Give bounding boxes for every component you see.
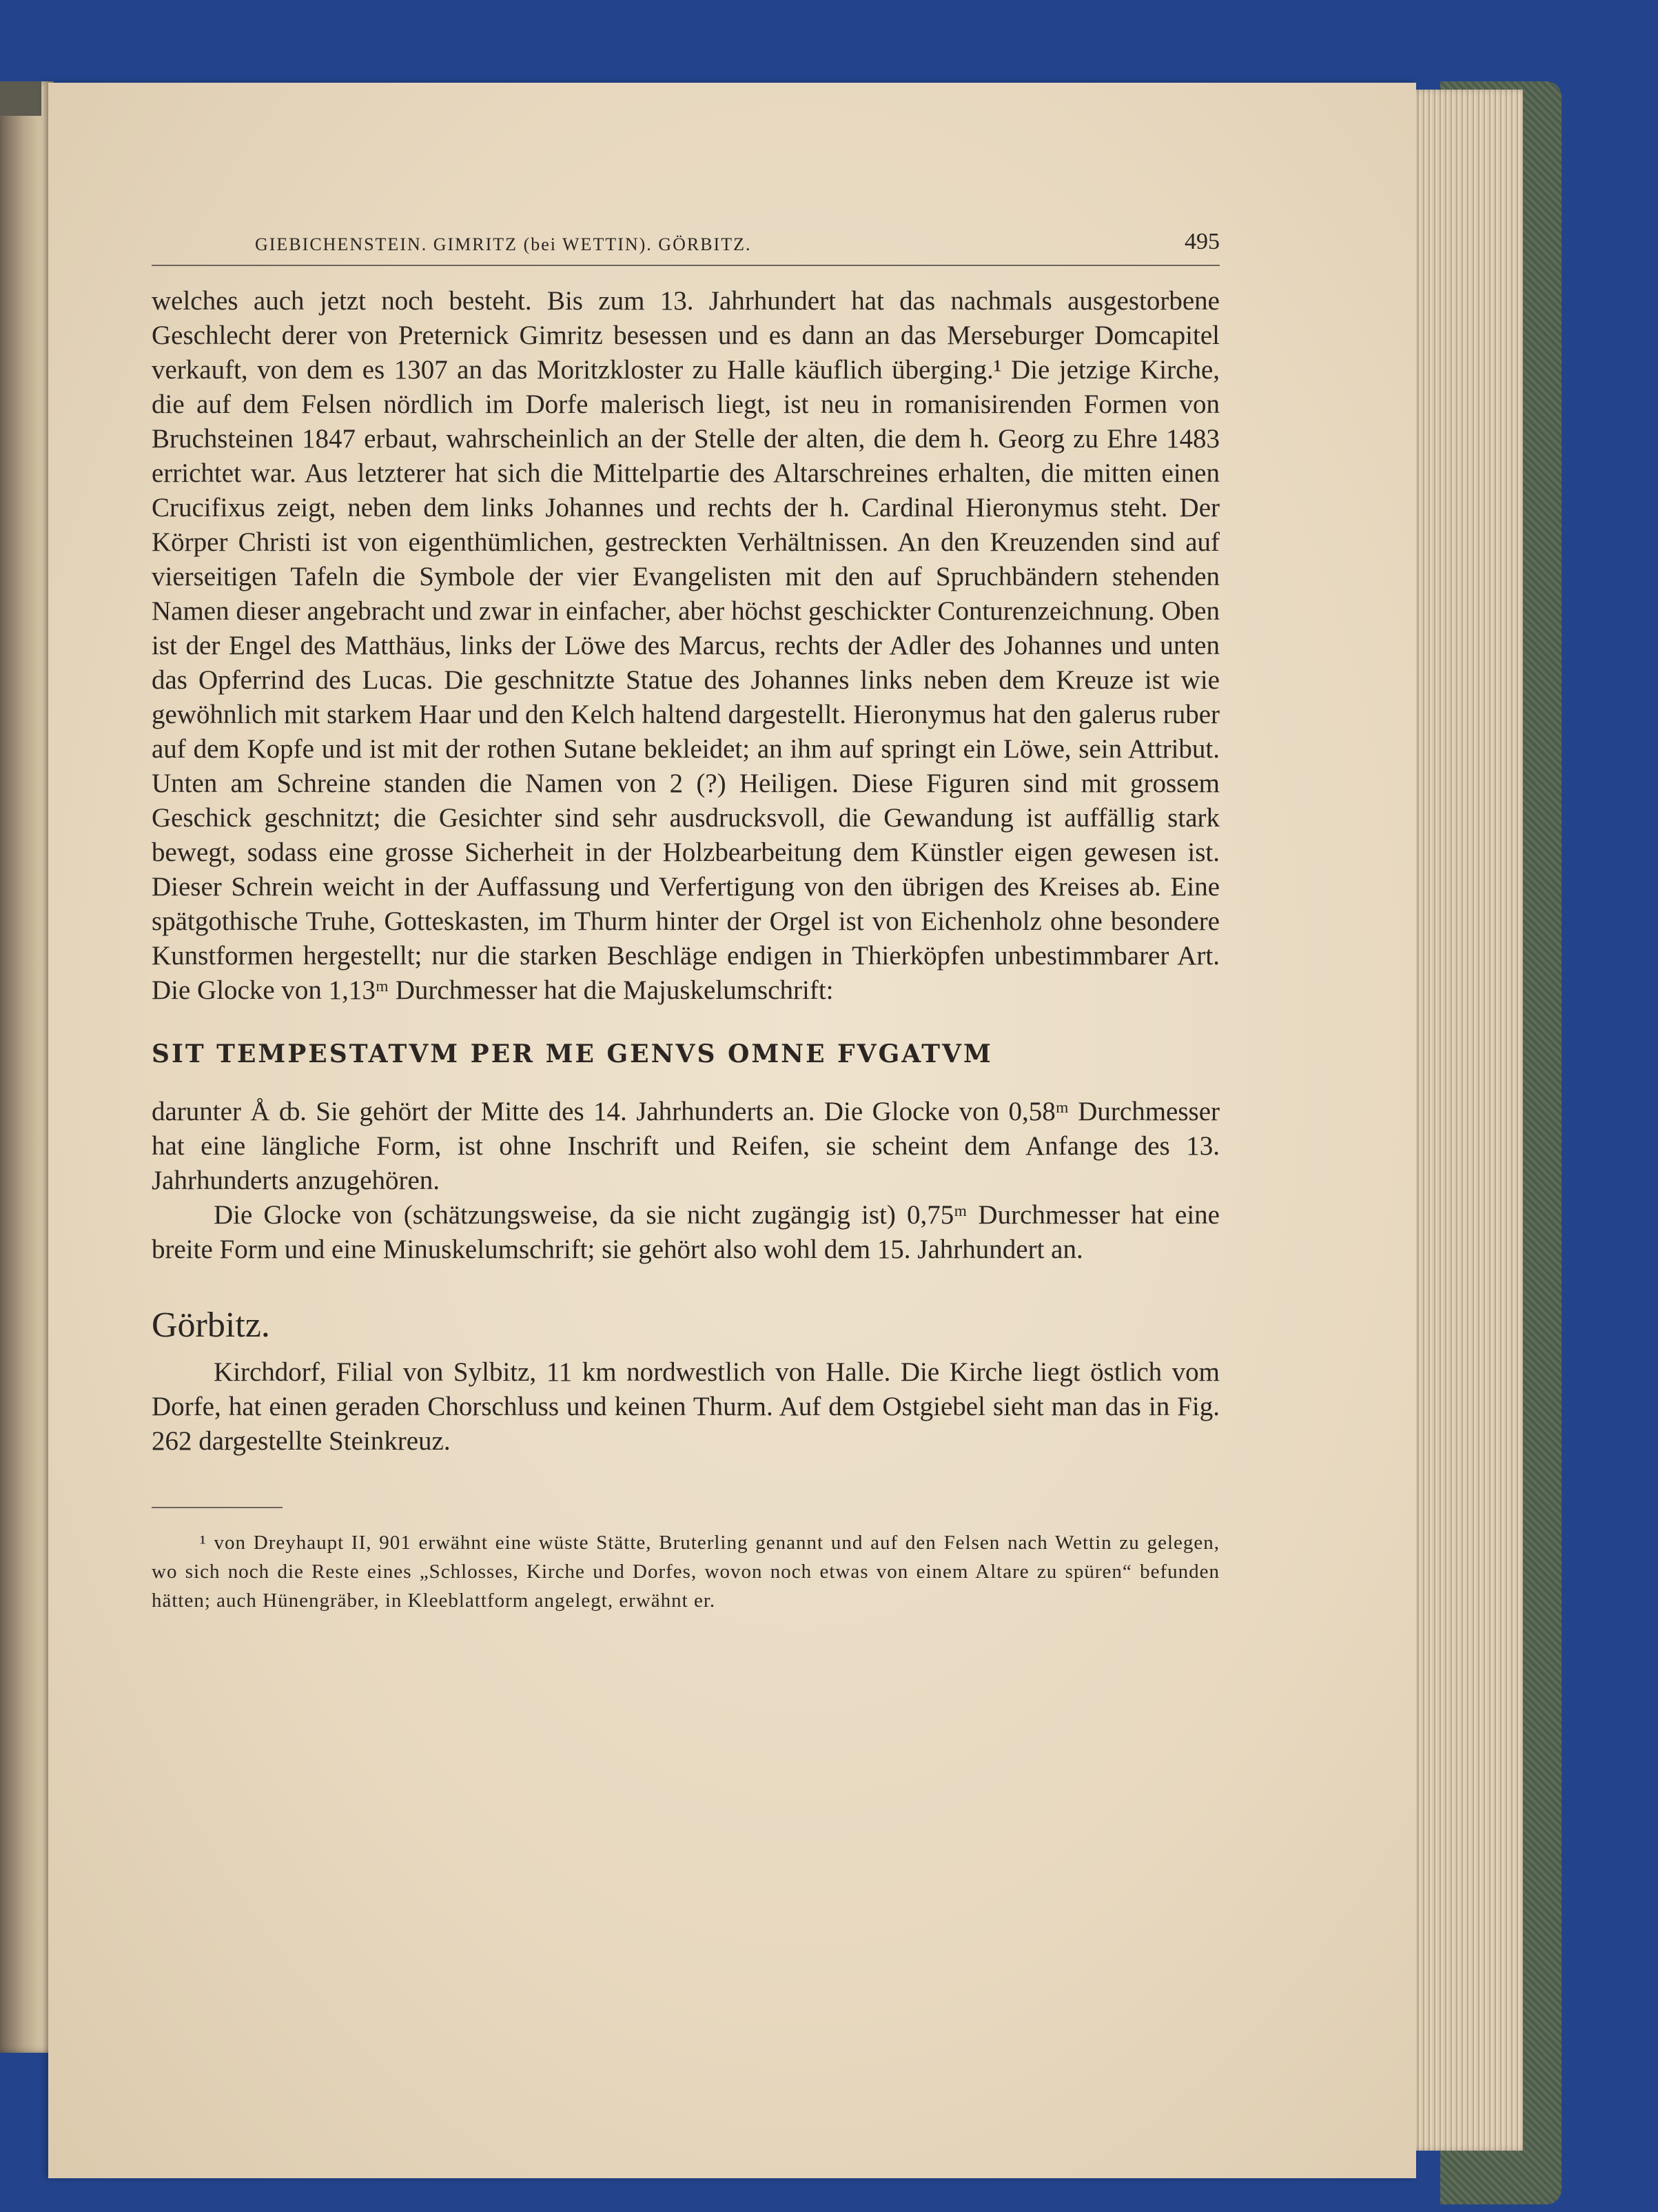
paragraph-4: Kirchdorf, Filial von Sylbitz, 11 km nordwestlich von Halle. Die Kirche liegt östlich vom Dorfe, hat einen geraden Chorschluss und keinen Thurm. Auf dem Ostgiebel sieht man das in Fig. 262 dargestellte Steinkreuz. [152,1357,1220,1456]
section-title: Görbitz. [152,1306,270,1345]
paragraph-2: darunter Å ȸ. Sie gehört der Mitte des 14. Jahrhunderts an. Die Glocke von 0,58ᵐ Durchmesser hat eine längliche Form, ist ohne Inschrift und Reifen, sie scheint dem Anfange des 13. Jahrhunderts anzugehören. [152,1097,1220,1195]
page-number: 495 [1185,229,1220,254]
footnote-rule [152,1507,283,1508]
running-head-title: GIEBICHENSTEIN. GIMRITZ (bei WETTIN). GÖRBITZ. [255,234,752,254]
paragraph-1: welches auch jetzt noch besteht. Bis zum 13. Jahrhundert hat das nachmals ausgestorbene Geschlecht derer von Preternick Gimritz besessen und es dann an das Merseburger Domcapitel verkauft, von dem es 1307 an das Moritzkloster zu Halle käuflich überging.¹ Die jetzige Kirche, die auf dem Felsen nördlich im Dorfe malerisch liegt, ist neu in romanisirenden Formen von Bruchsteinen 1847 erbaut, wahrscheinlich an der Stelle der alten, die dem h. Georg zu Ehre 1483 errichtet war. Aus letzterer hat sich die Mittelpartie des Altarschreines erhalten, die mitten einen Crucifixus zeigt, neben dem links Johannes und rechts der h. Cardinal Hieronymus steht. Der Körper Christi ist von eigenthümlichen, gestreckten Verhältnissen. An den Kreuzenden sind auf vierseitigen Tafeln die Symbole der vier Evangelisten mit den auf Spruchbändern stehenden Namen dieser angebracht und zwar in einfacher, aber höchst geschickter Conturenzeichnung. Oben ist der Engel des Matthäus, links der Löwe des Marcus, rechts der Adler des Johannes und unten das Opferrind des Lucas. Die geschnitzte Statue des Johannes links neben dem Kreuze ist wie gewöhnlich mit starkem Haar und den Kelch haltend dargestellt. Hieronymus hat den galerus ruber auf dem Kopfe und ist mit der rothen Sutane bekleidet; an ihm auf springt ein Löwe, sein Attribut. Unten am Schreine standen die Namen von 2 (?) Heiligen. Diese Figuren sind mit grossem Geschick geschnitzt; die Gesichter sind sehr ausdrucksvoll, die Gewandung ist auffällig stark bewegt, sodass eine grosse Sicherheit in der Holzbearbeitung dem Künstler eigen gewesen ist. Dieser Schrein weicht in der Auffassung und Verfertigung von den übrigen des Kreises ab. Eine spätgothische Truhe, Gotteskasten, im Thurm hinter der Orgel ist von Eichenholz ohne besondere Kunstformen hergestellt; nur die starken Beschläge endigen in Thierköpfen unbestimmbarer Art. Die Glocke von 1,13ᵐ Durchmesser hat die Majuskelumschrift: [152,286,1220,1005]
page-stack-edges [1399,90,1523,2151]
bell-inscription: SIT TEMPESTATVM PER ME GENVS OMNE FVGATVM [152,1039,993,1068]
running-head [152,221,1220,262]
book-page [48,83,1416,2178]
left-page-edge [0,81,54,2053]
body-text [152,284,1220,1459]
page-content [152,221,1220,1635]
left-spine-cloth [0,81,41,116]
header-rule [152,265,1220,266]
footnote: ¹ von Dreyhaupt II, 901 erwähnt eine wüste Stätte, Bruterling genannt und auf den Felsen nach Wettin zu gelegen, wo sich noch die Reste eines „Schlosses, Kirche und Dorfes, wovon noch etwas von einem Altare zu spüren“ befunden hätten; auch Hünengräber, in Kleeblattform angelegt, erwähnt er. [152,1532,1220,1612]
paragraph-3: Die Glocke von (schätzungsweise, da sie nicht zugängig ist) 0,75ᵐ Durchmesser hat eine breite Form und eine Minuskelumschrift; sie gehört also wohl dem 15. Jahrhundert an. [152,1200,1220,1264]
